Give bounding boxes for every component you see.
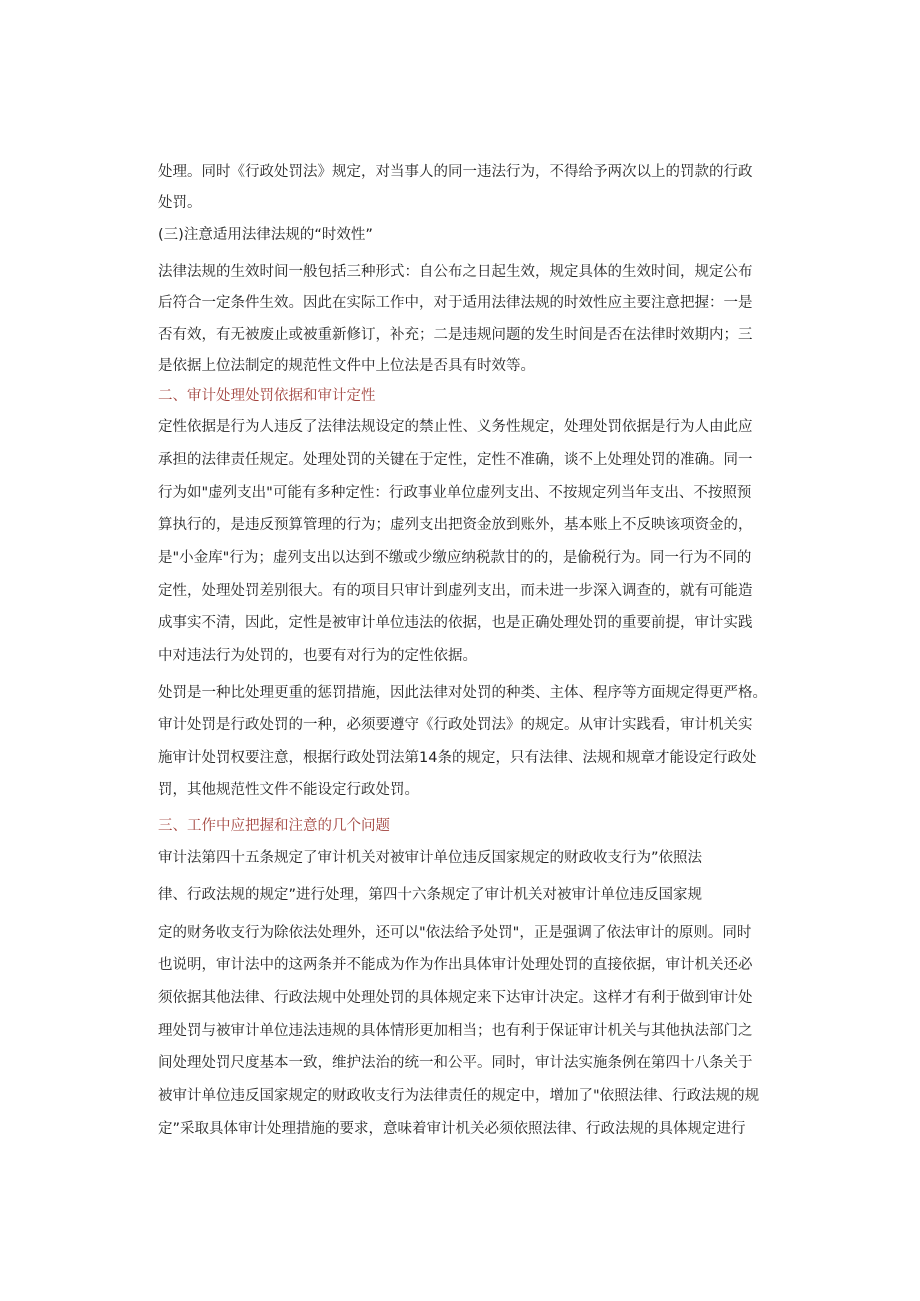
- text-line: 须依据其他法律、行政法规中处理处罚的具体规定来下达审计决定。这样才有利于做到审计处: [158, 990, 753, 1006]
- text-line: 定的财务收支行为除依法处理外，还可以"依法给予处罚"，正是强调了依法审计的原则。同时: [158, 925, 752, 941]
- text-line: 也说明，审计法中的这两条并不能成为作为作出具体审计处理处罚的直接依据，审计机关还必: [158, 957, 753, 973]
- text-line: 是依据上位法制定的规范性文件中上位法是否具有时效等。: [158, 358, 535, 374]
- text-line: 处罚是一种比处理更重的惩罚措施，因此法律对处罚的种类、主体、程序等方面规定得更严格。: [158, 685, 767, 701]
- text-line: 定”采取具体审计处理措施的要求，意味着审计机关必须依照法律、行政法规的具体规定进行: [158, 1121, 746, 1137]
- text-line: 被审计单位违反国家规定的财政收支行为法律责任的规定中，增加了"依照法律、行政法规的规: [158, 1088, 760, 1104]
- text-line: 法律法规的生效时间一般包括三种形式：自公布之日起生效，规定具体的生效时间，规定公布: [158, 264, 753, 280]
- section-heading: 三、工作中应把握和注意的几个问题: [158, 818, 390, 834]
- text-line: 理处罚与被审计单位违法违规的具体情形更加相当；也有利于保证审计机关与其他执法部门之: [158, 1023, 753, 1039]
- text-line: 是"小金库"行为；虚列支出以达到不缴或少缴应纳税款甘的的，是偷税行为。同一行为不同的: [158, 550, 752, 566]
- text-line: 施审计处罚权要注意，根据行政处罚法第14条的规定，只有法律、法规和规章才能设定行政处: [158, 750, 757, 766]
- text-line: 行为如"虚列支出"可能有多种定性：行政事业单位虚列支出、不按规定列当年支出、不按照预: [158, 485, 752, 501]
- text-line: 成事实不清，因此，定性是被审计单位违法的依据，也是正确处理处罚的重要前提，审计实践: [158, 615, 753, 631]
- text-line: 定性，处理处罚差别很大。有的项目只审计到虚列支出，而未进一步深入调查的，就有可能造: [158, 583, 753, 599]
- text-line: 否有效，有无被废止或被重新修订，补充；二是违规问题的发生时间是否在法律时效期内；三: [158, 327, 753, 343]
- text-line: 处理。同时《行政处罚法》规定，对当事人的同一违法行为，不得给予两次以上的罚款的行政: [158, 164, 753, 180]
- text-line: 处罚。: [158, 195, 202, 211]
- text-line: 定性依据是行为人违反了法律法规设定的禁止性、义务性规定，处理处罚依据是行为人由此应: [158, 419, 753, 435]
- text-line: 律、行政法规的规定”进行处理，第四十六条规定了审计机关对被审计单位违反国家规: [158, 887, 703, 903]
- text-line: 中对违法行为处罚的，也要有对行为的定性依据。: [158, 648, 477, 664]
- text-line: 罚，其他规范性文件不能设定行政处罚。: [158, 782, 419, 798]
- text-line: 审计处罚是行政处罚的一种，必须要遵守《行政处罚法》的规定。从审计实践看，审计机关实: [158, 717, 753, 733]
- text-line: 间处理处罚尺度基本一致，维护法治的统一和公平。同时，审计法实施条例在第四十八条关于: [158, 1055, 753, 1071]
- section-heading: 二、审计处理处罚依据和审计定性: [158, 388, 376, 404]
- section-subheading: (三)注意适用法律法规的“时效性”: [158, 227, 373, 243]
- text-line: 后符合一定条件生效。因此在实际工作中，对于适用法律法规的时效性应主要注意把握：一是: [158, 295, 753, 311]
- text-line: 审计法第四十五条规定了审计机关对被审计单位违反国家规定的财政收支行为”依照法: [158, 850, 703, 866]
- text-line: 承担的法律责任规定。处理处罚的关键在于定性，定性不准确，谈不上处理处罚的准确。同一: [158, 452, 753, 468]
- text-line: 算执行的，是违反预算管理的行为；虚列支出把资金放到账外，基本账上不反映该项资金的，: [158, 517, 753, 533]
